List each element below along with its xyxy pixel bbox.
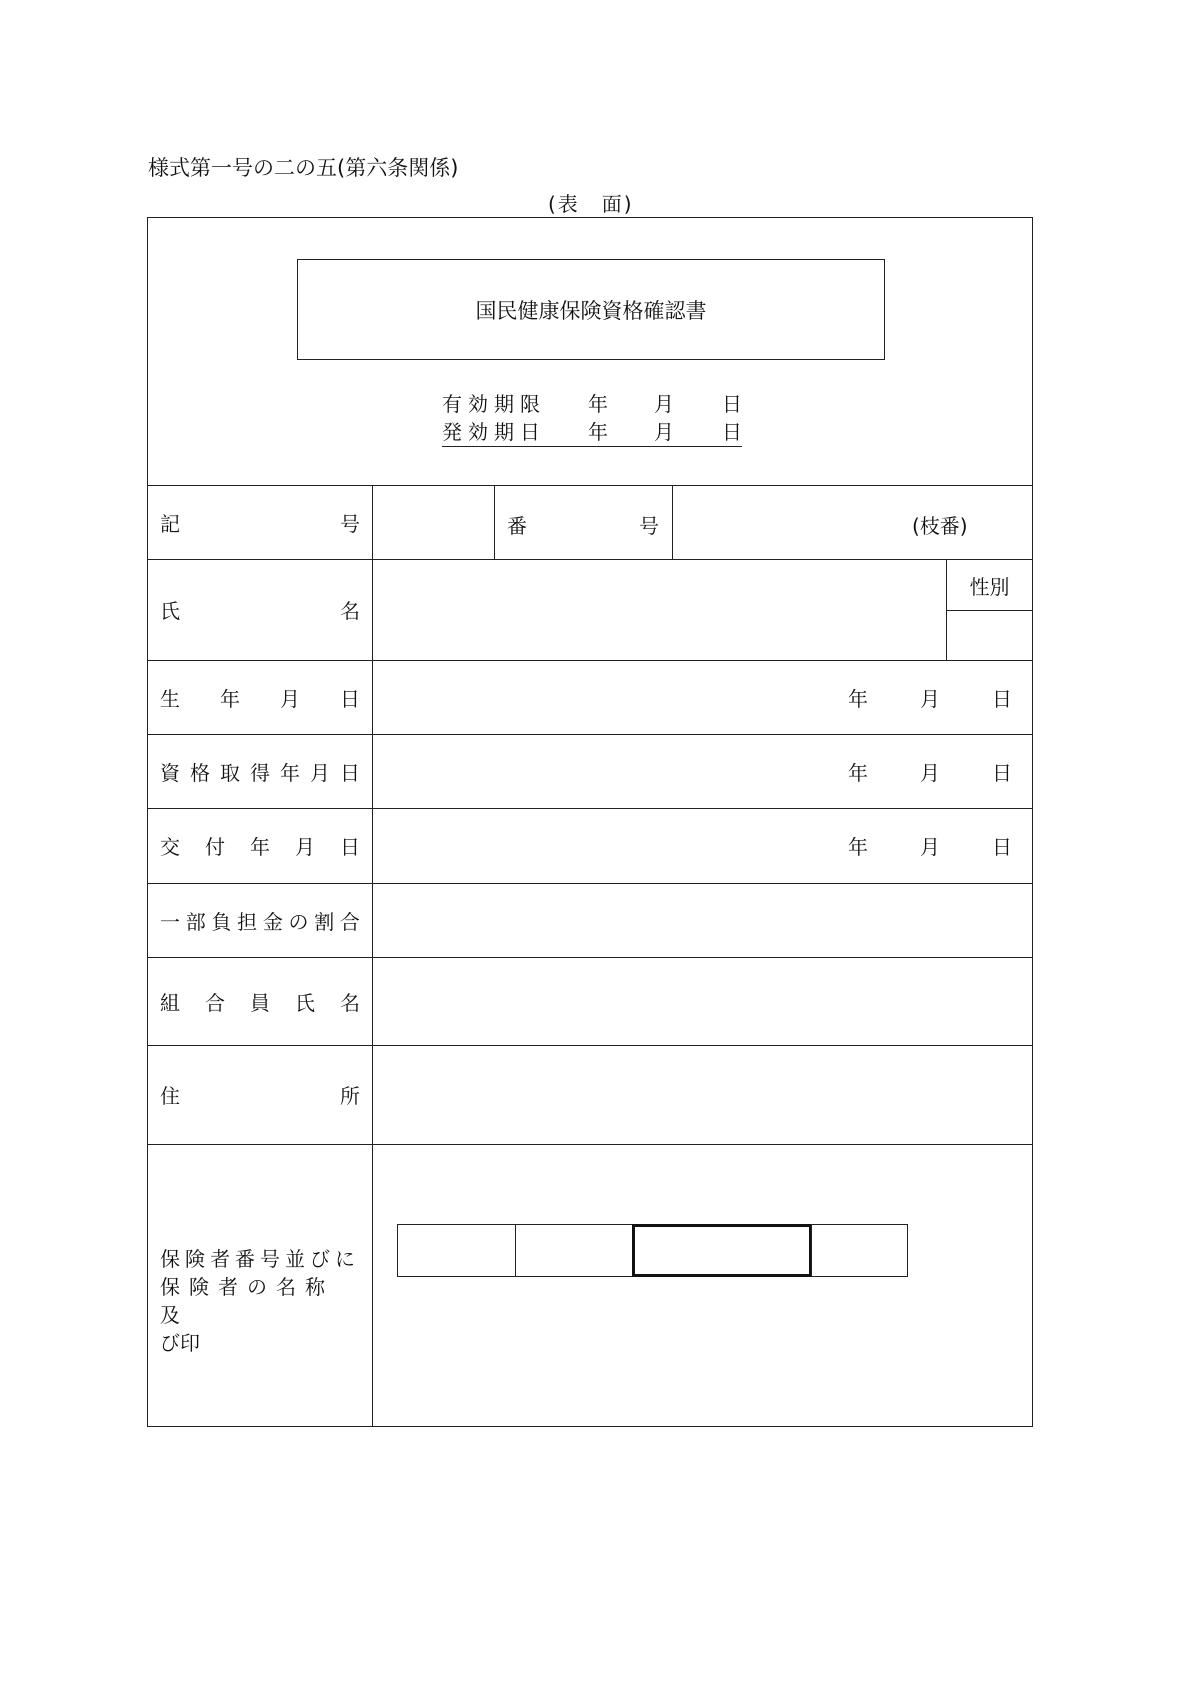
month-unit: 月: [920, 686, 940, 711]
c: 部: [185, 909, 206, 934]
rule: [147, 1144, 1033, 1145]
name-label: [148, 559, 372, 660]
insurer-number-box-1: [397, 1224, 516, 1277]
issue-year: 年: [588, 420, 608, 444]
form-number: 様式第一号の二の五(第六条関係): [148, 156, 459, 180]
year-unit: 年: [848, 760, 868, 785]
number-char-1: 番: [507, 514, 527, 538]
c: 所: [340, 1084, 360, 1108]
issue-month: 月: [654, 420, 674, 444]
expiry-row: [442, 390, 742, 418]
number-char-2: 号: [639, 514, 659, 538]
day-unit: 日: [992, 686, 1012, 711]
c: 月: [310, 760, 330, 785]
day-unit: 日: [992, 760, 1012, 785]
expiry-label: 有効期限: [442, 392, 546, 416]
insurer-number-box-2: [515, 1224, 634, 1277]
symbol-char-2: 号: [340, 511, 360, 536]
c: 年: [220, 686, 240, 711]
issue-row: [442, 418, 742, 447]
address-label: [148, 1045, 372, 1144]
c: 年: [250, 835, 270, 859]
copay-label: [148, 883, 372, 957]
c: 得: [250, 760, 270, 785]
c: 割: [314, 909, 335, 934]
c: 組: [160, 990, 180, 1015]
month-unit: 月: [920, 835, 940, 859]
face-label: (表 面): [548, 192, 634, 216]
c: 日: [340, 760, 360, 785]
issue-label: 発効期日: [442, 420, 546, 444]
issue-day: 日: [722, 420, 742, 444]
c: 氏: [295, 990, 315, 1015]
c: 名: [340, 990, 360, 1015]
c: 日: [340, 835, 360, 859]
number-label: [507, 510, 659, 539]
issued-date-units: [848, 808, 1012, 883]
number-divider: [494, 485, 495, 559]
issued-label: [148, 808, 372, 883]
symbol-char-1: 記: [160, 511, 180, 536]
expiry-month: 月: [654, 392, 674, 416]
c: 一: [160, 909, 180, 934]
document-title: [297, 259, 885, 360]
c: 付: [205, 835, 225, 859]
insurer-line-3-text: び印: [160, 1331, 200, 1355]
sex-divider: [946, 610, 1033, 611]
c: 月: [295, 835, 315, 859]
insurer-number-box-4: [811, 1224, 908, 1277]
label-column-divider: [372, 485, 373, 1427]
name-char-2: 名: [340, 599, 360, 623]
c: 合: [205, 990, 225, 1015]
acquired-label: [148, 734, 372, 808]
c: 負: [211, 909, 232, 934]
acquired-date-units: [848, 734, 1012, 808]
branch-divider: [672, 485, 673, 559]
branch-label: (枝番): [912, 514, 968, 538]
year-unit: 年: [848, 686, 868, 711]
c: 住: [160, 1084, 180, 1108]
c: 交: [160, 835, 180, 859]
birth-label: [148, 660, 372, 734]
insurer-line-3: [160, 1329, 360, 1357]
c: の: [288, 909, 309, 934]
c: 格: [190, 760, 210, 785]
sex-label: 性別: [969, 575, 1010, 599]
title-text: 国民健康保険資格確認書: [475, 298, 707, 323]
insurer-number-box-3: [632, 1224, 812, 1277]
year-unit: 年: [848, 835, 868, 859]
c: 金: [262, 909, 283, 934]
insurer-line-1-text: 保険者番号並びに: [160, 1247, 360, 1271]
c: 生: [160, 686, 180, 711]
c: 合: [339, 909, 360, 934]
c: 取: [220, 760, 240, 785]
c: 日: [340, 686, 360, 711]
member-label: [148, 957, 372, 1045]
c: 員: [250, 990, 270, 1015]
expiry-year: 年: [588, 392, 608, 416]
c: 担: [237, 909, 258, 934]
c: 資: [160, 760, 180, 785]
symbol-label: [148, 485, 372, 559]
validity-block: [442, 390, 742, 447]
insurer-label: [160, 1245, 360, 1357]
month-unit: 月: [920, 760, 940, 785]
day-unit: 日: [992, 835, 1012, 859]
name-char-1: 氏: [160, 599, 180, 623]
insurer-line-2-text: 保険者の名称及: [160, 1275, 334, 1327]
insurer-line-1: [160, 1245, 360, 1273]
expiry-day: 日: [722, 392, 742, 416]
c: 年: [280, 760, 300, 785]
birth-date-units: [848, 660, 1012, 734]
c: 月: [280, 686, 300, 711]
insurer-line-2: [160, 1273, 360, 1329]
